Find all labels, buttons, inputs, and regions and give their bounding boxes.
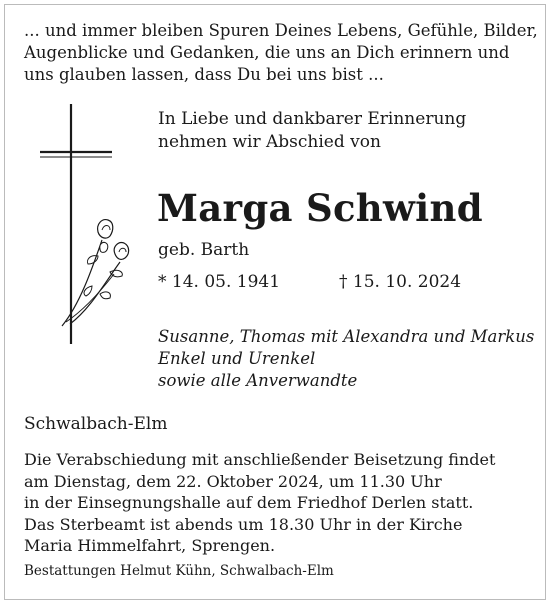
undertaker-credit: Bestattungen Helmut Kühn, Schwalbach-Elm xyxy=(24,563,334,579)
cross-with-roses-icon xyxy=(40,104,150,344)
intro-quote-line: uns glauben lassen, dass Du bei uns bist ... xyxy=(24,65,384,84)
service-line: Die Verabschiedung mit anschließender Beisetzung findet xyxy=(24,450,496,469)
mourners-list xyxy=(158,326,534,392)
service-line: in der Einsegnungshalle auf dem Friedhof Derlen statt. xyxy=(24,493,474,512)
service-line: am Dienstag, dem 22. Oktober 2024, um 11.30 Uhr xyxy=(24,471,442,491)
service-details xyxy=(24,449,534,557)
memory-text xyxy=(158,108,466,154)
memory-line: nehmen wir Abschied von xyxy=(158,132,381,152)
birth-date: * 14. 05. 1941 xyxy=(158,272,281,292)
intro-quote-line: ... und immer bleiben Spuren Deines Lebens, Gefühle, Bilder, xyxy=(24,21,538,40)
mourners-line: sowie alle Anverwandte xyxy=(158,371,358,390)
service-line: Maria Himmelfahrt, Sprengen. xyxy=(24,536,276,555)
memory-line: In Liebe und dankbarer Erinnerung xyxy=(158,109,467,129)
intro-quote xyxy=(24,20,538,86)
deceased-name: Marga Schwind xyxy=(157,186,483,230)
place-name: Schwalbach-Elm xyxy=(24,414,168,434)
mourners-line: Enkel und Urenkel xyxy=(158,349,316,368)
maiden-name: geb. Barth xyxy=(158,240,250,260)
service-line: Das Sterbeamt ist abends um 18.30 Uhr in der Kirche xyxy=(24,514,463,534)
death-date: † 15. 10. 2024 xyxy=(339,272,462,292)
mourners-line: Susanne, Thomas mit Alexandra und Markus xyxy=(158,327,535,346)
intro-quote-line: Augenblicke und Gedanken, die uns an Dich erinnern und xyxy=(24,43,510,62)
